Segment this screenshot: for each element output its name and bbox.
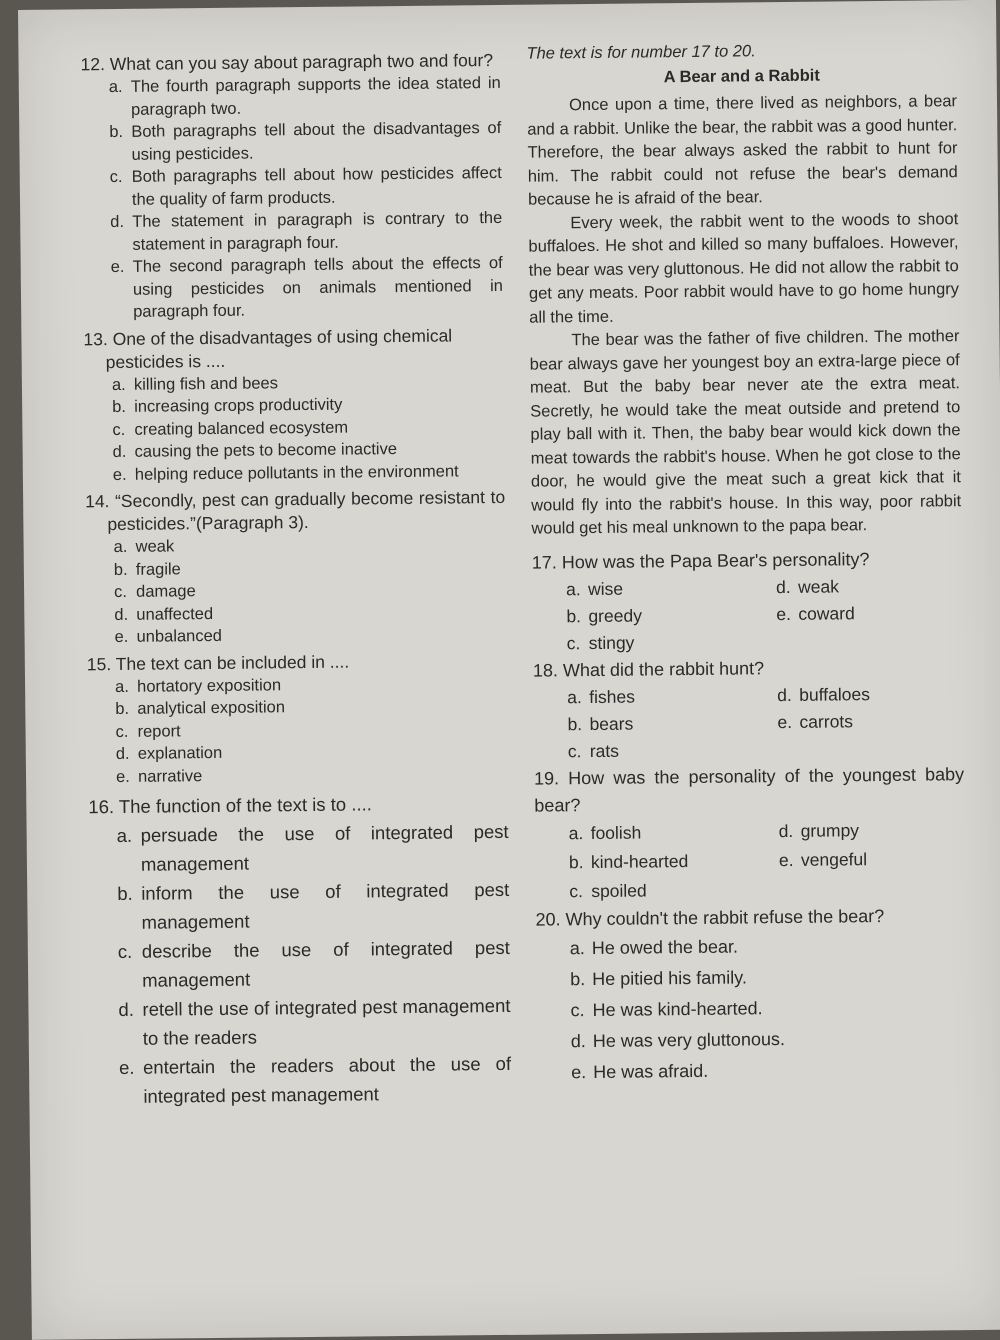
option-a: a. wise <box>565 578 624 599</box>
option-a: a. The fourth paragraph supports the idea stated in paragraph two. <box>108 73 501 119</box>
option-c: c. describe the use of integrated pest management <box>117 936 510 991</box>
question-text: 20. Why couldn't the rabbit refuse the bear? <box>535 905 885 930</box>
question-text: 15. The text can be included in .... <box>86 651 350 674</box>
option-a: a. foolish <box>568 822 642 843</box>
option-b: b. kind-hearted <box>568 850 689 872</box>
question-20 <box>535 902 967 1088</box>
option-b: b. bears <box>567 713 634 734</box>
story-title: A Bear and a Rabbit <box>663 66 820 87</box>
question-text: 16. The function of the text is to .... <box>88 793 372 818</box>
option-d: d. buffaloes <box>777 683 871 705</box>
option-c: c. Both paragraphs tell about how pesticides affect the quality of farm products. <box>109 163 502 209</box>
option-e: e. carrots <box>777 710 854 732</box>
question-15 <box>87 648 508 788</box>
option-c: c. rats <box>567 740 620 761</box>
question-12 <box>80 49 503 324</box>
option-d: d. explanation <box>115 743 223 764</box>
question-17 <box>532 545 963 657</box>
story-paragraph-2: Every week, the rabbit went to the woods to shoot buffaloes. He shot and killed so many buffaloes. However, the bear was very gluttonous. He did not allow the rabbit to get any meats. Poor rabbit would have to go home hungry all the time. <box>528 209 960 327</box>
option-b: b. Both paragraphs tell about the disadvantages of using pesticides. <box>109 118 502 164</box>
option-b: b. inform the use of integrated pest management <box>117 878 510 933</box>
option-d: d. grumpy <box>778 819 860 841</box>
question-14 <box>85 486 507 649</box>
option-c: c. stingy <box>566 632 635 653</box>
option-a: a. weak <box>113 537 175 557</box>
option-d: d. retell the use of integrated pest management to the readers <box>118 994 511 1049</box>
left-column <box>80 49 511 1111</box>
options-grid <box>535 815 966 906</box>
options-list <box>536 929 968 1088</box>
right-column <box>526 40 967 1088</box>
reading-instruction: The text is for number 17 to 20. <box>526 42 756 63</box>
option-c: c. damage <box>114 582 196 602</box>
option-a: a. persuade the use of integrated pest management <box>116 820 509 875</box>
option-a: a. fishes <box>567 686 636 707</box>
question-13 <box>83 323 505 486</box>
option-c: c. He was kind-hearted. <box>570 997 763 1020</box>
option-d: d. The statement in paragraph is contrary to the statement in paragraph four. <box>110 208 503 254</box>
option-c: c. creating balanced ecosystem <box>112 418 349 439</box>
question-18 <box>533 653 964 765</box>
worksheet-page <box>18 0 1000 1340</box>
option-e: e. He was afraid. <box>571 1060 709 1082</box>
option-d: d. weak <box>775 575 840 597</box>
question-text: 12. What can you say about paragraph two and four? <box>80 50 494 75</box>
option-e: e. entertain the readers about the use of integrated pest management <box>118 1052 512 1107</box>
question-19 <box>534 761 965 906</box>
option-d: d. unaffected <box>114 604 214 624</box>
option-c: c. report <box>115 721 181 741</box>
option-a: a. hortatory exposition <box>114 675 282 696</box>
story-paragraph-3: The bear was the father of five children. The mother bear always gave her youngest boy an extra-large piece of meat. But the baby bear never ate the extra meat. Secretly, he would take the meat outside and pretend to play ball with it. Then, the baby bear would kick down the meat towards the rabbit's house. When he got close to the door, he would give the meat such a great kick that it would fly into the rabbit's house. In this way, poor rabbit would get his meal unknown to the papa bear. <box>529 327 962 538</box>
option-b: b. He pitied his family. <box>570 966 748 989</box>
option-c: c. spoiled <box>569 879 647 901</box>
option-b: b. increasing crops productivity <box>112 395 343 417</box>
option-a: a. He owed the bear. <box>569 936 739 958</box>
option-e: e. vengeful <box>778 848 868 870</box>
options-grid <box>532 572 963 657</box>
story-paragraph-1: Once upon a time, there lived as neighbors, a bear and a rabbit. Unlike the bear, the rabbit was a good hunter. Therefore, the bear always asked the rabbit to hunt for him. The rabbit could not refuse the bear's demand because he is afraid of the bear. <box>527 92 958 209</box>
option-e: e. narrative <box>115 766 203 786</box>
option-e: e. helping reduce pollutants in the environment <box>112 461 459 484</box>
option-d: d. He was very gluttonous. <box>570 1028 786 1051</box>
option-b: b. greedy <box>566 605 642 626</box>
option-e: e. unbalanced <box>114 626 222 647</box>
question-text: 13. One of the disadvantages of using chemical pesticides is .... <box>83 324 453 372</box>
question-text: 14. “Secondly, pest can gradually become resistant to pesticides.”(Paragraph 3). <box>85 486 506 535</box>
question-text: 17. How was the Papa Bear's personality? <box>531 548 870 573</box>
question-text: 18. What did the rabbit hunt? <box>532 657 765 681</box>
question-text: 19. How was the personality of the youngest baby bear? <box>533 763 965 816</box>
option-b: b. fragile <box>113 559 181 579</box>
options-grid <box>533 680 964 765</box>
option-b: b. analytical exposition <box>115 698 286 719</box>
option-e: e. The second paragraph tells about the effects of using pesticides on animals mentioned in paragraph four. <box>110 253 504 321</box>
option-a: a. killing fish and bees <box>111 373 279 394</box>
question-16 <box>88 788 511 1111</box>
option-d: d. causing the pets to become inactive <box>112 440 398 462</box>
option-e: e. coward <box>776 602 855 624</box>
